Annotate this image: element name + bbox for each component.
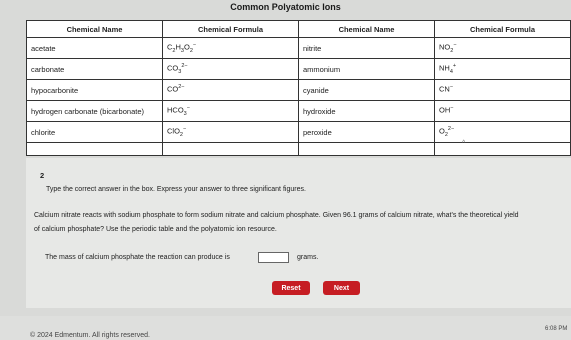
copyright-text: © 2024 Edmentum. All rights reserved.	[30, 332, 150, 339]
ion-name: ammonium	[299, 59, 435, 80]
polyatomic-ions-table	[26, 20, 571, 156]
answer-input[interactable]	[258, 252, 289, 263]
clock-time: 6:08 PM	[545, 326, 568, 332]
ion-formula: $CO^{2-}$	[163, 80, 299, 101]
question-number: 2	[40, 171, 45, 180]
table-row	[27, 59, 571, 80]
ion-formula: $HCO_3^-$	[163, 101, 299, 122]
ion-formula: ClO$_2$−	[163, 122, 299, 143]
table-header-row	[27, 21, 571, 38]
page-title: Common Polyatomic Ions	[230, 2, 341, 12]
problem-text-line-1: Calcium nitrate reacts with sodium phosphate to form sodium nitrate and calcium phosphate. Given 96.1 grams of calcium nitrate, what's the theoretical yield	[34, 212, 519, 219]
ion-name: chlorite	[27, 122, 163, 143]
header-chemical-name-1: Chemical Name	[27, 21, 163, 38]
question-instruction: Type the correct answer in the box. Express your answer to three significant figures.	[46, 186, 306, 193]
answer-prompt: The mass of calcium phosphate the reaction can produce is	[45, 254, 230, 261]
ion-name: cyanide	[299, 80, 435, 101]
ion-name: hypocarbonite	[27, 80, 163, 101]
ion-name: nitrite	[299, 38, 435, 59]
header-chemical-formula-1: Chemical Formula	[163, 21, 299, 38]
header-chemical-formula-2: Chemical Formula	[435, 21, 571, 38]
caret-icon: ^	[462, 140, 466, 147]
ion-name: hydrogen carbonate (bicarbonate)	[27, 101, 163, 122]
next-button[interactable]: Next	[323, 281, 360, 295]
ion-name: carbonate	[27, 59, 163, 80]
answer-unit: grams.	[297, 254, 319, 261]
ion-formula: $O_2^{2-}$	[435, 122, 571, 143]
table-row-empty	[27, 143, 571, 156]
ion-formula: $NO_2^-$	[435, 38, 571, 59]
table-row	[27, 38, 571, 59]
reset-button[interactable]: Reset	[272, 281, 310, 295]
ion-formula: CN−	[435, 80, 571, 101]
ion-formula: $NH_4^+$	[435, 59, 571, 80]
ion-name: hydroxide	[299, 101, 435, 122]
table-row	[27, 80, 571, 101]
ion-formula: OH−	[435, 101, 571, 122]
table-row	[27, 122, 571, 143]
ion-formula: $C_2H_3O_2^-$	[163, 38, 299, 59]
ion-name: peroxide	[299, 122, 435, 143]
ion-formula: $CO_3^{2-}$	[163, 59, 299, 80]
table-row	[27, 101, 571, 122]
ion-name: acetate	[27, 38, 163, 59]
header-chemical-name-2: Chemical Name	[299, 21, 435, 38]
problem-text-line-2: of calcium phosphate? Use the periodic table and the polyatomic ion resource.	[34, 226, 277, 233]
